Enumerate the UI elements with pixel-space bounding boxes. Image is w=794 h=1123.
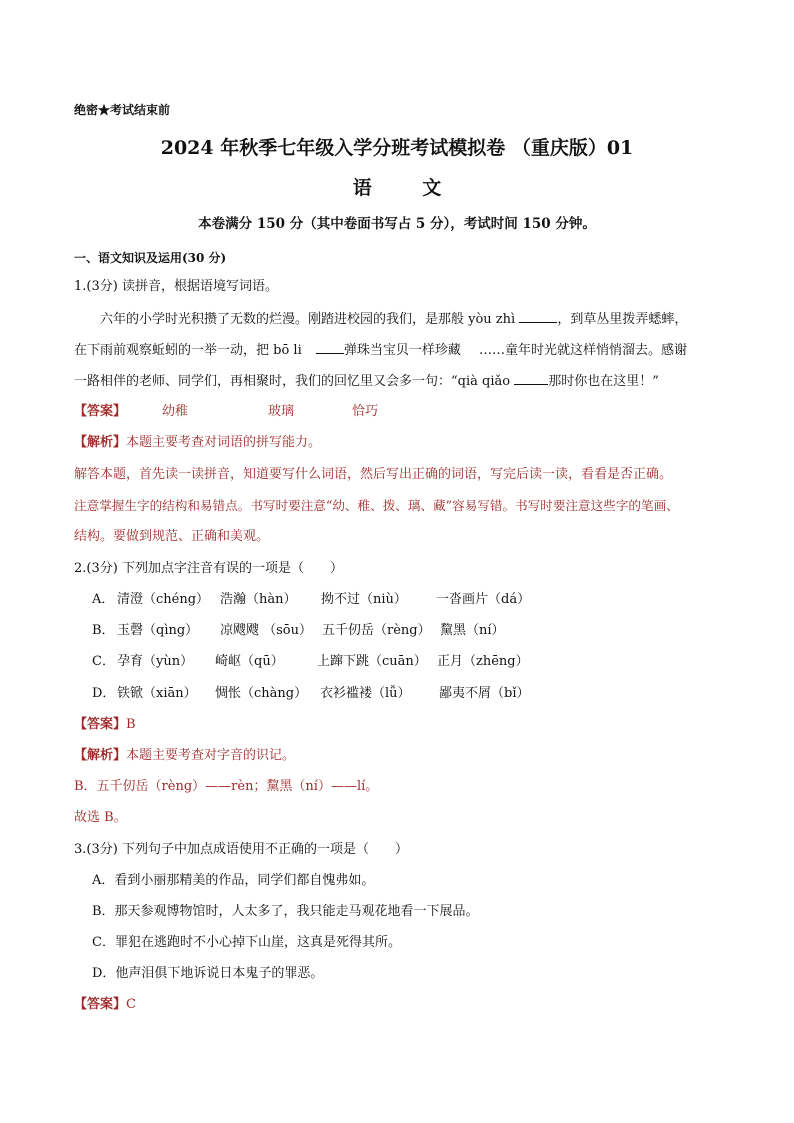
answer-tag: 【答案】 (74, 717, 127, 732)
subject-title: 语 文 (352, 177, 464, 199)
answer-blank (519, 310, 557, 323)
option-letter: A． (92, 592, 115, 607)
q3-option-b: B．那天参观博物馆时，人太多了，我只能走马观花地看一下展品。 (92, 904, 479, 919)
answer-blank (514, 372, 548, 385)
q1-answer-3: 恰巧 (352, 404, 379, 419)
confidential-label: 绝密★考试结束前 (74, 103, 171, 117)
answer-value: C (126, 997, 136, 1012)
q1-paragraph-line-1 (100, 310, 687, 329)
exam-subtitle: 本卷满分 150 分（其中卷面书写占 5 分），考试时间 150 分钟。 (198, 216, 596, 232)
analysis-tag: 【解析】 (74, 435, 127, 450)
answer-tag: 【答案】 (74, 997, 127, 1012)
q1-text: ，到草丛里拨弄蟋蟀， (557, 312, 688, 327)
option-item: 孕育（yùn） (117, 654, 194, 669)
q1-analysis (74, 434, 321, 452)
q1-text: 那时你也在这里！” (548, 374, 659, 389)
exam-title: 2024 年秋季七年级入学分班考试模拟卷 （重庆版）01 (160, 137, 634, 159)
option-letter: C． (92, 654, 115, 669)
answer-value: B (126, 717, 136, 732)
option-letter: B． (92, 623, 115, 638)
q1-text: 弹珠当宝贝一样珍藏 (343, 343, 461, 358)
q2-analysis-line-3: 故选 B。 (74, 810, 127, 825)
option-item: 浩瀚（hàn） (220, 592, 297, 607)
question-3-stem: 3.(3分) 下列句子中加点成语使用不正确的一项是（ ） (74, 842, 408, 857)
q1-analysis-line-3: 注意掌握生字的结构和易错点。书写时要注意“幼、稚、拨、璃、藏”容易写错。书写时要注意这些字的笔画、 (74, 498, 679, 513)
analysis-text: 本题主要考查对字音的识记。 (126, 748, 296, 763)
section-heading: 一、语文知识及运用(30 分) (74, 251, 227, 265)
question-2-stem: 2.(3分) 下列加点字注音有误的一项是（ ） (74, 561, 343, 576)
option-item: 五千仞岳（rèng） (322, 623, 431, 638)
option-item: 玉磬（qìng） (117, 623, 199, 638)
option-item: 清澄（chéng） (117, 592, 210, 607)
option-letter: D． (92, 686, 116, 701)
q3-answer (74, 996, 136, 1014)
answer-blank (316, 341, 344, 354)
analysis-text: 本题主要考查对词语的拼写能力。 (126, 435, 322, 450)
option-item: 一沓画片（dá） (436, 592, 531, 607)
option-item: 凉飕飕 （sōu） (220, 623, 313, 638)
option-item: 鄙夷不屑（bǐ） (439, 686, 530, 701)
q1-paragraph-line-3 (74, 372, 659, 391)
option-item: 上蹿下跳（cuān） (317, 654, 427, 669)
q1-analysis-line-2: 解答本题，首先读一读拼音，知道要写什么词语，然后写出正确的词语，写完后读一读，看看是否正确。 (74, 467, 673, 482)
option-item: 正月（zhēng） (437, 654, 529, 669)
option-item: 衣衫褴褛（lǚ） (320, 686, 411, 701)
q1-text: 六年的小学时光积攒了无数的烂漫。刚踏进校园的我们，是那般 yòu zhì (100, 312, 516, 327)
q1-text: ……童年时光就这样悄悄溜去。感谢 (479, 343, 688, 358)
question-1-stem: 1.(3分) 读拼音，根据语境写词语。 (74, 279, 278, 294)
q1-answer-2: 玻璃 (268, 404, 295, 419)
q1-answer (74, 403, 126, 421)
q3-option-c: C．罪犯在逃跑时不小心掉下山崖，这真是死得其所。 (92, 935, 401, 950)
option-item: 惆怅（chàng） (215, 686, 308, 701)
q1-paragraph-line-2 (74, 341, 687, 360)
answer-tag: 【答案】 (74, 404, 127, 419)
option-item: 黧黑（ní） (440, 623, 505, 638)
q3-option-a: A．看到小丽那精美的作品，同学们都自愧弗如。 (92, 873, 375, 888)
q1-analysis-line-4: 结构。要做到规范、正确和美观。 (74, 529, 270, 544)
q1-answer-1: 幼稚 (162, 404, 189, 419)
option-item: 崎岖（qū） (215, 654, 284, 669)
q2-answer (74, 716, 136, 734)
q1-text: 在下雨前观察蚯蚓的一举一动，把 bō li (74, 343, 302, 358)
option-item: 拗不过（niù） (321, 592, 407, 607)
q3-option-d: D．他声泪俱下地诉说日本鬼子的罪恶。 (92, 966, 324, 981)
q1-text: 一路相伴的老师、同学们，再相聚时，我们的回忆里又会多一句：“qià qiǎo (74, 374, 511, 389)
q2-analysis-line-2: B．五千仞岳（rèng）——rèn；黧黑（ní）——lí。 (74, 779, 379, 794)
analysis-tag: 【解析】 (74, 748, 127, 763)
option-item: 铁锨（xiān） (117, 686, 197, 701)
q2-analysis (74, 747, 295, 765)
